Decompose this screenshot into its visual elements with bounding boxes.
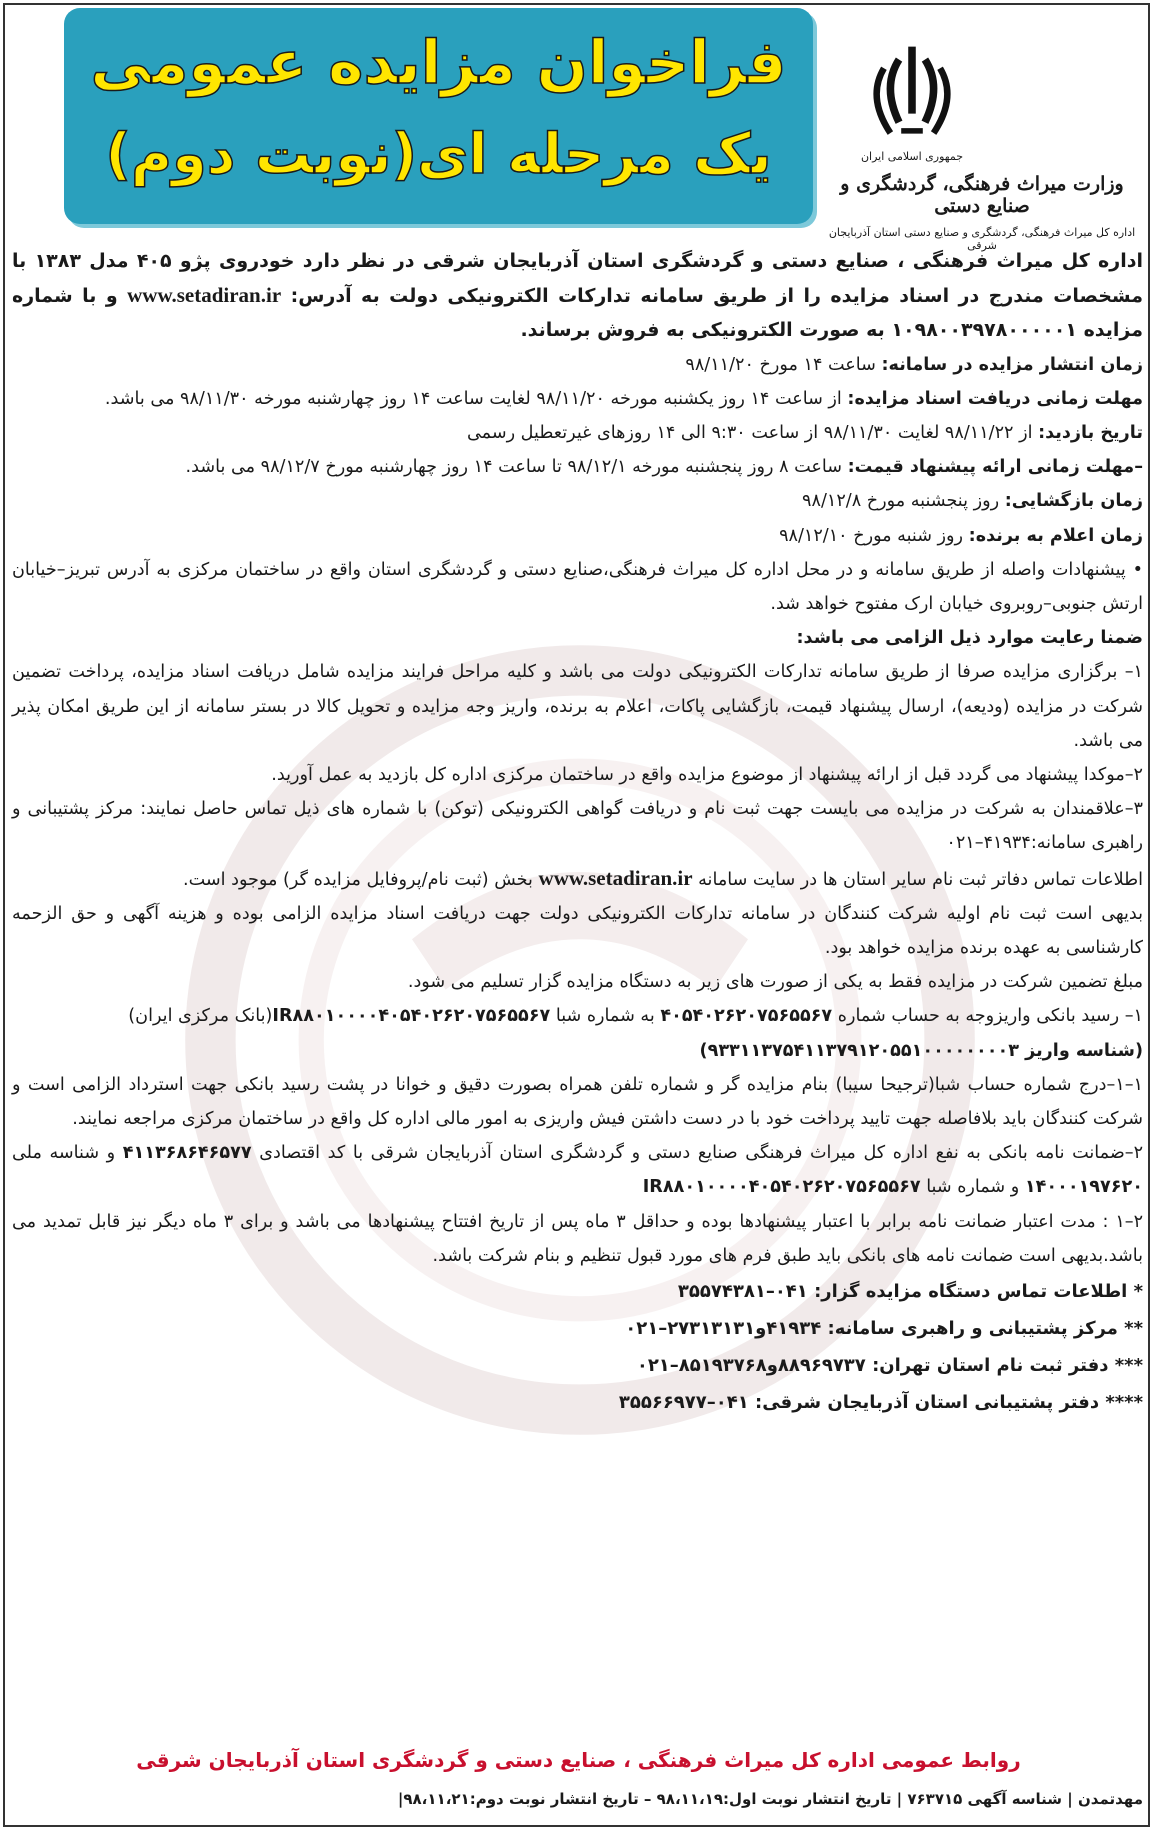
g2-text: ۲–ضمانت نامه بانکی به نفع اداره کل میراث فرهنگی صنایع دستی و گردشگری استان آذربایجان شرقی با کد اقتصادی: [259, 1143, 1144, 1164]
visit-label: تاریخ بازدید:: [1038, 423, 1143, 444]
g1-sheba: IR۸۸۰۱۰۰۰۰۴۰۵۴۰۲۶۲۰۷۵۶۵۵۶۷: [272, 1006, 551, 1027]
contact-value: ۸۸۹۶۹۷۳۷و۸۵۱۹۳۷۶۸–۰۲۱: [636, 1355, 866, 1377]
opening-label: زمان بازگشایی:: [1004, 491, 1143, 512]
bullet-note: • پیشنهادات واصله از طریق سامانه و در محل اداره کل میراث فرهنگی،صنایع دستی و گردشگری استان واقع در ساختمان مرکزی به آدرس تبریز–خیابان ارتش جنوبی–روبروی خیابان ارک مفتوح خواهد شد.: [12, 559, 1143, 615]
ministry-subtitle: اداره کل میراث فرهنگی، گردشگری و صنایع دستی استان آذربایجان شرقی: [828, 226, 1136, 252]
g2-sheba: IR۸۸۰۱۰۰۰۰۴۰۵۴۰۲۶۲۰۷۵۶۵۵۶۷: [642, 1177, 921, 1198]
public-relations-title: روابط عمومی اداره کل میراث فرهنگی ، صنایع دستی و گردشگری استان آذربایجان شرقی: [136, 1748, 1021, 1772]
guarantee-1: [12, 999, 1143, 1033]
notes-heading: ضمنا رعایت موارد ذیل الزامی می باشد:: [796, 628, 1143, 649]
publication-meta: مهدتمدن | شناسه آگهی ۷۶۳۷۱۵ | تاریخ انتشار نوبت اول:۹۸،۱۱،۱۹ – تاریخ انتشار نوبت دوم:۹۸،۱۱،۲۱|: [397, 1790, 1143, 1808]
contact-row: [12, 1347, 1143, 1384]
docs-value: از ساعت ۱۴ روز یکشنبه مورخه ۹۸/۱۱/۲۰ لغایت ساعت ۱۴ روز چهارشنبه مورخه ۹۸/۱۱/۳۰ می باشد.: [104, 388, 842, 409]
contact-label: *** دفتر ثبت نام استان تهران:: [872, 1355, 1143, 1377]
publish-label: زمان انتشار مزایده در سامانه:: [881, 354, 1143, 375]
publish-time: [12, 348, 1143, 382]
contact-label: **** دفتر پشتیبانی استان آذربایجان شرقی:: [755, 1392, 1143, 1414]
g2-text-2: و شناسه ملی: [12, 1143, 116, 1164]
winner-time: [12, 519, 1143, 553]
g1-bank: (بانک مرکزی ایران): [128, 1006, 273, 1027]
obvious-paragraph: بدیهی است ثبت نام اولیه شرکت کنندگان در سامانه تدارکات الکترونیکی دولت جهت دریافت اسناد مزایده الزامی بوده و هزینه آگهی و حق الزحمه کارشناسی به عهده برنده مزایده خواهد بود.: [12, 903, 1143, 959]
docs-deadline: [12, 382, 1143, 416]
offer-label: –مهلت زمانی ارائه پیشنهاد قیمت:: [847, 457, 1143, 478]
publish-value: ساعت ۱۴ مورخ ۹۸/۱۱/۲۰: [685, 354, 876, 375]
visit-value: از ۹۸/۱۱/۲۲ لغایت ۹۸/۱۱/۳۰ از ساعت ۹:۳۰ الی ۱۴ روزهای غیرتعطیل رسمی: [467, 423, 1033, 444]
banner-title-line-2: یک مرحله ای(نوبت دوم): [105, 122, 772, 187]
note-2: ۲–موکدا پیشنهاد می گردد قبل از ارائه پیشنهاد از موضوع مزایده واقع در ساختمان مرکزی اداره کل بازدید به عمل آورید.: [271, 765, 1143, 786]
contact-value: ۰۴۱–۳۵۵۶۶۹۷۷: [618, 1392, 749, 1414]
docs-label: مهلت زمانی دریافت اسناد مزایده:: [847, 388, 1143, 409]
contact-value: ۰۴۱–۳۵۵۷۴۳۸۱: [677, 1281, 808, 1303]
info-website: www.setadiran.ir: [538, 865, 693, 890]
offer-value: ساعت ۸ روز پنجشنبه مورخه ۹۸/۱۲/۱ تا ساعت ۱۴ روز چهارشنبه مورخ ۹۸/۱۲/۷ می باشد.: [185, 457, 842, 478]
contact-row: [12, 1384, 1143, 1421]
guarantee-2: [12, 1136, 1143, 1204]
contact-row: [12, 1273, 1143, 1310]
g2-economic-code: ۴۱۱۳۶۸۶۴۶۵۷۷: [122, 1143, 252, 1164]
note-3: ۳–علاقمندان به شرکت در مزایده می بایست جهت ثبت نام و دریافت گواهی الکترونیکی (توکن) با شماره های ذیل تماس حاصل نمایند: مرکز پشتیبانی و راهبری سامانه:۴۱۹۳۴–۰۲۱: [12, 799, 1143, 854]
info-text: اطلاعات تماس دفاتر ثبت نام سایر استان ها در سایت سامانه: [698, 869, 1143, 890]
banner-title-line-1: فراخوان مزایده عمومی: [90, 28, 787, 98]
g1-account: ۴۰۵۴۰۲۶۲۰۷۵۶۵۵۶۷: [660, 1006, 833, 1027]
announcement-body: [12, 244, 1143, 1421]
guarantee-2-1: ۲–۱ : مدت اعتبار ضمانت نامه برابر با اعتبار پیشنهادها بوده و حداقل ۳ ماه پس از تاریخ افتتاح پیشنهادها می باشد و برای ۳ ماه دیگر نیز قابل تمدید می باشد.بدیهی است ضمانت نامه های بانکی باید طبق فرم های مورد قبول تنظیم و بنام شرکت باشد.: [12, 1211, 1144, 1266]
contact-value: ۴۱۹۳۴و۲۷۳۱۳۱۳۱–۰۲۱: [625, 1318, 822, 1340]
opening-time: [12, 484, 1143, 518]
intro-text-2: و با شماره مزایده ۱۰۹۸۰۰۳۹۷۸۰۰۰۰۰۱ به صورت الکترونیکی به فروش برساند.: [12, 285, 1143, 342]
g2-national-id: ۱۴۰۰۰۱۹۷۶۲۰: [1024, 1177, 1143, 1198]
visit-date: [12, 416, 1143, 450]
info-text-2: بخش (ثبت نام/پروفایل مزایده گر) موجود است.: [183, 869, 533, 890]
intro-text: اداره کل میراث فرهنگی ، صنایع دستی و گردشگری استان آذربایجان شرقی در نظر دارد خودروی پژو ۴۰۵ مدل ۱۳۸۳ با مشخصات مندرج در اسناد مزایده را از طریق سامانه تدارکات الکترونیکی دولت به آدرس:: [12, 250, 1143, 308]
guarantee-1-1: ۱–۱–درج شماره حساب شبا(ترجیحا سیبا) بنام مزایده گر و شماره تلفن همراه بصورت دقیق و خوانا در پشت رسید بانکی جهت استرداد الزامی است و شرکت کنندگان باید بلافاصله جهت تایید پرداخت خود با در دست داشتن فیش واریزی به امور مالی اداره کل واقع در ساختمان مرکزی مراجعه نمایند.: [12, 1074, 1143, 1130]
emblem-caption: جمهوری اسلامی ایران: [860, 150, 964, 163]
contact-label: * اطلاعات تماس دستگاه مزایده گزار:: [814, 1281, 1143, 1303]
contact-row: [12, 1310, 1143, 1347]
title-banner: [64, 8, 813, 224]
iran-emblem-icon: [857, 38, 967, 146]
g1-text: ۱– رسید بانکی واریزوجه به حساب شماره: [837, 1006, 1143, 1027]
ministry-name: وزارت میراث فرهنگی، گردشگری و صنایع دستی: [840, 173, 1124, 217]
opening-value: روز پنجشنبه مورخ ۹۸/۱۲/۸: [802, 491, 1000, 512]
intro-website: www.setadiran.ir: [127, 283, 282, 308]
g2-text-3: و شماره شبا: [926, 1177, 1020, 1198]
contacts-list: [12, 1273, 1143, 1421]
deposit-id: (شناسه واریز ۹۳۳۱۱۳۷۵۴۱۱۳۷۹۱۲۰۵۵۱۰۰۰۰۰۰۰۰۳): [699, 1040, 1143, 1061]
contact-label: ** مرکز پشتیبانی و راهبری سامانه:: [827, 1318, 1143, 1340]
info-paragraph: [12, 861, 1143, 897]
g1-text-2: به شماره شبا: [555, 1006, 655, 1027]
intro-paragraph: [12, 244, 1143, 348]
guarantee-paragraph: مبلغ تضمین شرکت در مزایده فقط به یکی از صورت های زیر به دستگاه مزایده گزار تسلیم می شود.: [407, 972, 1143, 993]
offer-deadline: [12, 450, 1143, 484]
winner-label: زمان اعلام به برنده:: [968, 525, 1143, 546]
note-1: ۱– برگزاری مزایده صرفا از طریق سامانه تدارکات الکترونیکی دولت می باشد و کلیه مراحل فرایند مزایده شامل دریافت اسناد مزایده، پرداخت تضمین شرکت در مزایده (ودیعه)، ارسال پیشنهاد قیمت، بازگشایی پاکات، اعلام به برنده، واریز وجه مزایده و تحویل کالا در بستر سامانه از این طریق امکان پذیر می باشد.: [12, 662, 1143, 751]
winner-value: روز شنبه مورخ ۹۸/۱۲/۱۰: [779, 525, 964, 546]
